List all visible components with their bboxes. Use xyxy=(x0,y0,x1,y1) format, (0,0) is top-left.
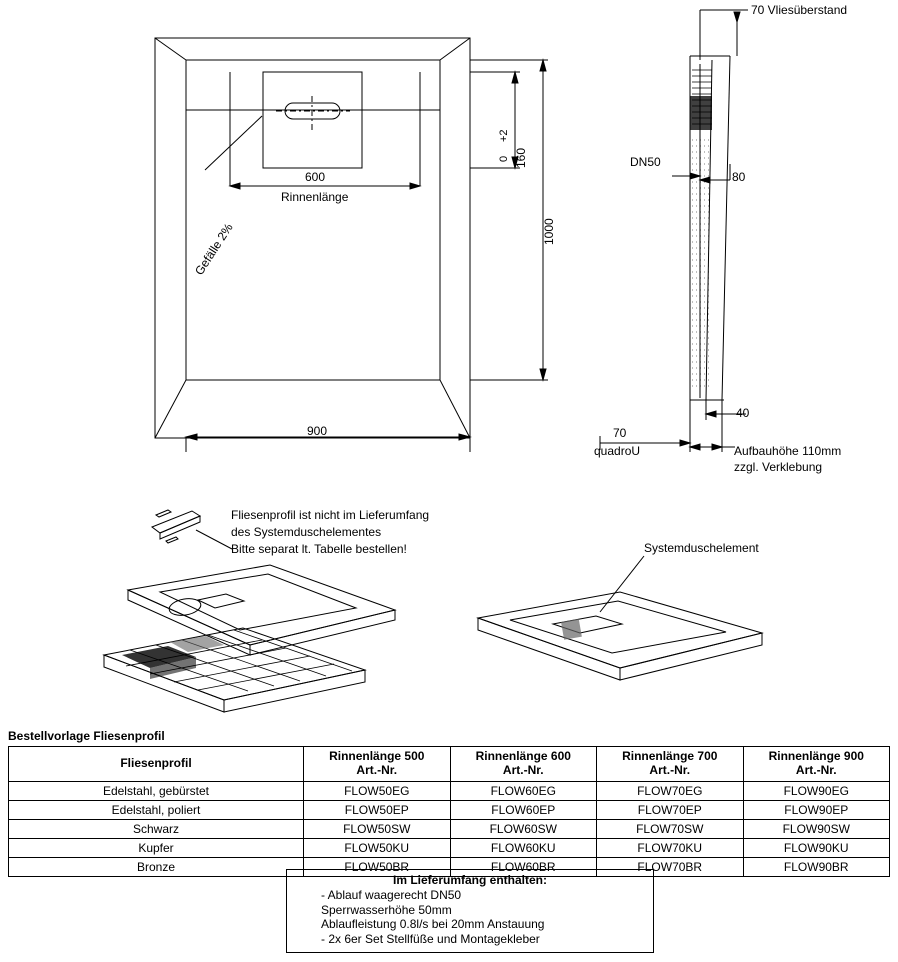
label-rinnenlaenge: Rinnenlänge xyxy=(281,190,349,204)
cell-art-900: FLOW90KU xyxy=(743,838,890,857)
included-item: - 2x 6er Set Stellfüße und Montagekleber xyxy=(321,931,540,946)
dim-70: 70 xyxy=(613,426,627,440)
note-tile-profile-line1: Fliesenprofil ist nicht im Lieferumfang xyxy=(231,508,430,522)
table-row xyxy=(9,781,890,800)
included-item: Ablaufleistung 0.8l/s bei 20mm Anstauung xyxy=(321,917,545,932)
cell-art-700: FLOW70BR xyxy=(597,857,744,876)
label-build-height-note: zzgl. Verklebung xyxy=(734,460,823,474)
cell-art-600: FLOW60KU xyxy=(450,838,597,857)
cell-art-700: FLOW70SW xyxy=(597,819,744,838)
table-header-row xyxy=(9,747,890,782)
cell-art-700: FLOW70EG xyxy=(597,781,744,800)
table-row xyxy=(9,838,890,857)
table-row xyxy=(9,819,890,838)
cell-art-700: FLOW70KU xyxy=(597,838,744,857)
included-scope-box xyxy=(286,869,654,953)
header-cell-profile: Fliesenprofil xyxy=(9,747,304,782)
tolerance-plus: +2 xyxy=(498,129,510,142)
dim-channel-length: 600 xyxy=(305,170,326,184)
cell-art-500: FLOW50BR xyxy=(304,857,451,876)
dim-tray-width: 900 xyxy=(307,424,328,438)
cell-art-600: FLOW60EP xyxy=(450,800,597,819)
cell-art-600: FLOW60BR xyxy=(450,857,597,876)
included-item: - Ablauf waagerecht DN50 xyxy=(321,888,462,902)
label-slope: Gefälle 2% xyxy=(192,220,236,278)
label-product-name: quadroU xyxy=(594,444,641,458)
note-tile-profile-line2: des Systemduschelementes xyxy=(231,525,382,539)
cell-art-900: FLOW90BR xyxy=(743,857,890,876)
label-dn50: DN50 xyxy=(630,155,661,169)
label-system-shower-element: Systemduschelement xyxy=(644,541,759,555)
cell-art-900: FLOW90EG xyxy=(743,781,890,800)
note-tile-profile-line3: Bitte separat lt. Tabelle bestellen! xyxy=(231,542,407,556)
cell-art-500: FLOW50EG xyxy=(304,781,451,800)
header-cell-900: Rinnenlänge 900 Art.-Nr. xyxy=(743,747,890,782)
dim-tray-length: 1000 xyxy=(542,218,556,245)
cell-profile-name: Bronze xyxy=(9,857,304,876)
label-build-height: Aufbauhöhe 110mm xyxy=(734,444,842,458)
dim-80: 80 xyxy=(732,170,746,184)
order-table xyxy=(8,746,890,877)
header-cell-500: Rinnenlänge 500 Art.-Nr. xyxy=(304,747,451,782)
cell-art-600: FLOW60SW xyxy=(450,819,597,838)
tolerance-zero: 0 xyxy=(498,155,510,162)
cell-profile-name: Edelstahl, gebürstet xyxy=(9,781,304,800)
included-heading: Im Lieferumfang enthalten: xyxy=(392,873,547,887)
cell-art-700: FLOW70EP xyxy=(597,800,744,819)
table-row xyxy=(9,800,890,819)
cell-art-500: FLOW50SW xyxy=(304,819,451,838)
header-cell-700: Rinnenlänge 700 Art.-Nr. xyxy=(597,747,744,782)
cell-art-500: FLOW50EP xyxy=(304,800,451,819)
cell-art-900: FLOW90SW xyxy=(743,819,890,838)
dim-channel-offset: 160 xyxy=(514,147,528,168)
dim-40: 40 xyxy=(736,406,750,420)
cell-profile-name: Schwarz xyxy=(9,819,304,838)
cell-art-500: FLOW50KU xyxy=(304,838,451,857)
cell-profile-name: Edelstahl, poliert xyxy=(9,800,304,819)
included-item: Sperrwasserhöhe 50mm xyxy=(321,902,452,917)
label-fleece-overhang: 70 Vliesüberstand xyxy=(751,3,848,17)
cell-art-600: FLOW60EG xyxy=(450,781,597,800)
order-table-title: Bestellvorlage Fliesenprofil xyxy=(8,729,165,743)
cell-profile-name: Kupfer xyxy=(9,838,304,857)
header-cell-600: Rinnenlänge 600 Art.-Nr. xyxy=(450,747,597,782)
cell-art-900: FLOW90EP xyxy=(743,800,890,819)
